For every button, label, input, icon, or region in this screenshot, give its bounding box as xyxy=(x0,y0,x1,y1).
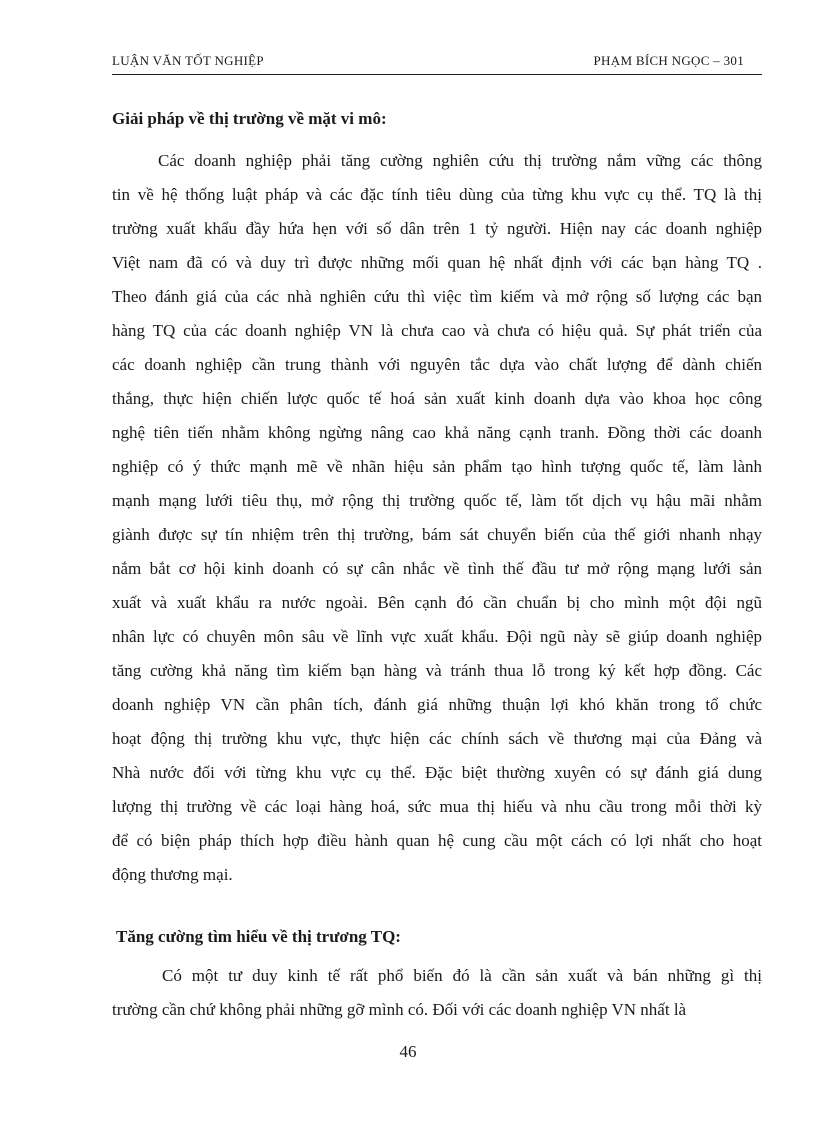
text-line: Nhà nước đối với từng khu vực cụ thể. Đặc biệt thường xuyên có sự đánh giá dung xyxy=(112,763,762,782)
text-line: tin về hệ thống luật pháp và các đặc tính tiêu dùng của từng khu vực cụ thể. TQ là thị xyxy=(112,185,762,204)
text-line: thắng, thực hiện chiến lược quốc tế hoá sản xuất kinh doanh dựa vào khoa học công xyxy=(112,389,762,408)
section-heading-micro-market: Giải pháp về thị trường về mặt vi mô: xyxy=(112,109,387,128)
header-author: PHẠM BÍCH NGỌC – 301 xyxy=(593,53,744,68)
text-line: trường xuất khẩu đầy hứa hẹn với số dân trên 1 tỷ người. Hiện nay các doanh nghiệp xyxy=(112,219,762,238)
text-line: mạnh mạng lưới tiêu thụ, mở rộng thị trường quốc tế, làm tốt dịch vụ hậu mãi nhằm xyxy=(112,491,762,510)
text-line: tăng cường khả năng tìm kiếm bạn hàng và tránh thua lỗ trong ký kết hợp đồng. Các xyxy=(112,661,762,680)
text-line: Việt nam đã có và duy trì được những mối quan hệ nhất định với các bạn hàng TQ . xyxy=(112,253,762,272)
text-line: hoạt động thị trường khu vực, thực hiện các chính sách về thương mại của Đảng và xyxy=(112,729,762,748)
text-line: Các doanh nghiệp phải tăng cường nghiên cứu thị trường nắm vững các thông xyxy=(158,151,762,170)
text-line: nghệ tiên tiến nhằm không ngừng nâng cao khả năng cạnh tranh. Đồng thời các doanh xyxy=(112,423,762,442)
header-thesis-title: LUẬN VĂN TỐT NGHIỆP xyxy=(112,53,264,68)
paragraph-micro-market xyxy=(112,144,762,892)
text-line: xuất và xuất khẩu ra nước ngoài. Bên cạnh đó cần chuẩn bị cho mình một đội ngũ xyxy=(112,593,762,612)
text-line: nắm bắt cơ hội kinh doanh có sự cân nhắc về tình thế đầu tư mở rộng mạng lưới sản xyxy=(112,559,762,578)
page-content xyxy=(112,108,762,1027)
text-line: trường cần chứ không phải những gỡ mình có. Đối với các doanh nghiệp VN nhất là xyxy=(112,1000,687,1019)
text-line: giành được sự tín nhiệm trên thị trường, bám sát chuyển biến của thế giới nhanh nhạy xyxy=(112,525,762,544)
paragraph-china-market xyxy=(112,959,762,1027)
page-number: 46 xyxy=(399,1042,417,1061)
text-line: Theo đánh giá của các nhà nghiên cứu thì việc tìm kiếm và mở rộng số lượng các bạn xyxy=(112,287,762,306)
text-line: doanh nghiệp VN cần phân tích, đánh giá những thuận lợi khó khăn trong tổ chức xyxy=(112,695,762,714)
page-header xyxy=(112,50,762,75)
text-line: các doanh nghiệp cần trung thành với nguyên tắc dựa vào chất lượng để dành chiến xyxy=(112,355,762,374)
text-line: Có một tư duy kinh tế rất phổ biến đó là cần sản xuất và bán những gì thị xyxy=(162,966,762,985)
text-line: động thương mại. xyxy=(112,865,233,884)
section-heading-china-market: Tăng cường tìm hiểu về thị trương TQ: xyxy=(116,927,401,946)
text-line: lượng thị trường về các loại hàng hoá, sức mua thị hiếu và nhu cầu trong mỗi thời kỳ xyxy=(112,797,762,816)
text-line: để có biện pháp thích hợp điều hành quan hệ cung cầu một cách có lợi nhất cho hoạt xyxy=(112,831,762,850)
text-line: hàng TQ của các doanh nghiệp VN là chưa cao và chưa có hiệu quả. Sự phát triển của xyxy=(112,321,762,340)
text-line: nhân lực có chuyên môn sâu về lĩnh vực xuất khẩu. Đội ngũ này sẽ giúp doanh nghiệp xyxy=(112,627,762,646)
text-line: nghiệp có ý thức mạnh mẽ về nhãn hiệu sản phẩm tạo hình tượng quốc tế, làm lành xyxy=(112,457,762,476)
